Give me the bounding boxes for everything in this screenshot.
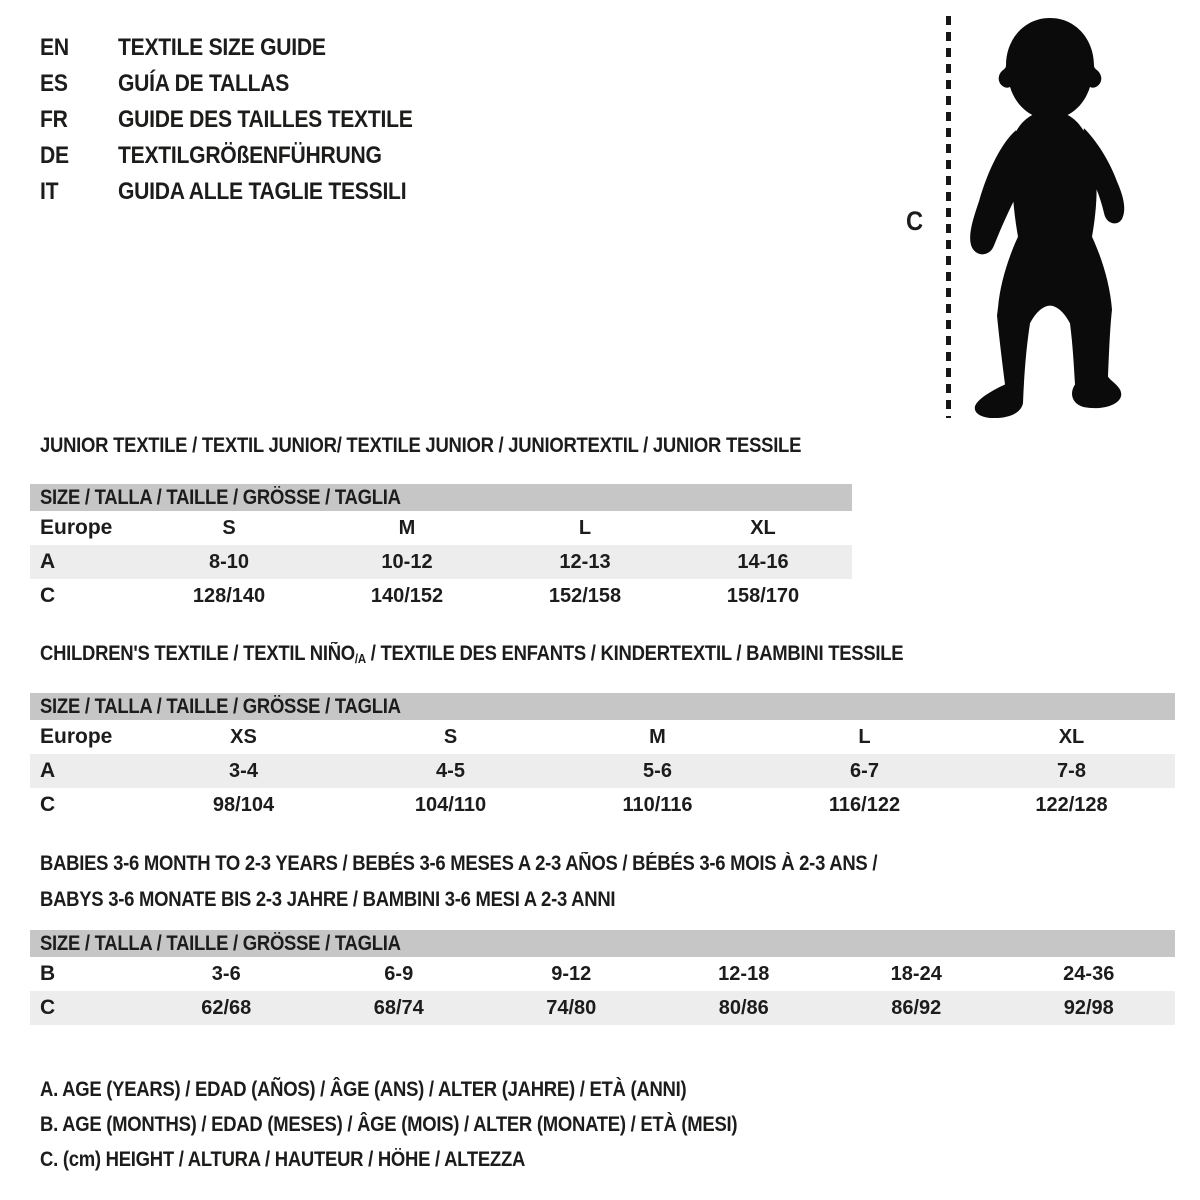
row-label: C [40, 584, 56, 607]
size-cell: S [443, 725, 458, 748]
row-label: A [40, 550, 56, 573]
children-heading-sub: /A [354, 651, 366, 666]
size-cell: 74/80 [546, 996, 597, 1019]
table-row-c [30, 991, 1175, 1025]
size-cell: 5-6 [643, 759, 672, 782]
language-title-block [40, 30, 453, 210]
size-cell: 12-18 [718, 962, 770, 985]
size-cell: 158/170 [726, 584, 800, 607]
size-cell: 12-13 [559, 550, 611, 573]
measurement-legend [40, 1072, 832, 1177]
toddler-silhouette-icon [962, 14, 1152, 418]
language-code: DE [40, 142, 69, 169]
legend-text-c: C. (cm) HEIGHT / ALTURA / HAUTEUR / HÖHE / ALTEZZA [40, 1147, 526, 1171]
babies-section-heading [40, 846, 991, 918]
row-label: B [40, 962, 56, 985]
size-cell: 128/140 [192, 584, 266, 607]
legend-text-a: A. AGE (YEARS) / EDAD (AÑOS) / ÂGE (ANS) / ALTER (JAHRE) / ETÀ (ANNI) [40, 1077, 687, 1101]
size-cell: 92/98 [1063, 996, 1114, 1019]
language-title: GUIDA ALLE TAGLIE TESSILI [118, 178, 407, 205]
children-heading-suffix: / TEXTILE DES ENFANTS / KINDERTEXTIL / BAMBINI TESSILE [365, 642, 904, 665]
size-cell: XL [750, 516, 776, 539]
size-cell: 110/116 [622, 793, 693, 816]
language-row [40, 66, 453, 102]
size-cell: 68/74 [373, 996, 424, 1019]
table-row-europe [30, 511, 852, 545]
size-cell: S [222, 516, 236, 539]
junior-heading-text: JUNIOR TEXTILE / TEXTIL JUNIOR/ TEXTILE JUNIOR / JUNIORTEXTIL / JUNIOR TESSILE [40, 434, 802, 457]
size-cell: 8-10 [208, 550, 250, 573]
size-cell: 98/104 [212, 793, 275, 816]
table-row-c [30, 788, 1175, 822]
size-cell: 140/152 [370, 584, 444, 607]
table-row-b [30, 957, 1175, 991]
size-cell: 18-24 [890, 962, 942, 985]
language-row [40, 174, 453, 210]
size-cell: 7-8 [1057, 759, 1086, 782]
table-row-a [30, 545, 852, 579]
size-header-label: SIZE / TALLA / TAILLE / GRÖSSE / TAGLIA [40, 931, 401, 955]
size-cell: 122/128 [1035, 793, 1108, 816]
size-cell: 6-9 [384, 962, 414, 985]
size-header-bar [30, 930, 1175, 957]
language-code: IT [40, 178, 59, 205]
height-measure-dashed-line [946, 16, 951, 418]
legend-line-a [40, 1072, 832, 1107]
size-header-label: SIZE / TALLA / TAILLE / GRÖSSE / TAGLIA [40, 694, 401, 718]
size-cell: M [649, 725, 666, 748]
language-title: TEXTILGRÖßENFÜHRUNG [118, 142, 382, 169]
language-title: TEXTILE SIZE GUIDE [118, 34, 326, 61]
size-header-label: SIZE / TALLA / TAILLE / GRÖSSE / TAGLIA [40, 485, 401, 509]
size-cell: 152/158 [548, 584, 622, 607]
size-cell: L [578, 516, 592, 539]
size-cell: L [858, 725, 871, 748]
size-cell: 3-4 [229, 759, 258, 782]
row-label: C [40, 793, 56, 816]
size-cell: 24-36 [1063, 962, 1115, 985]
row-label: Europe [40, 516, 113, 539]
children-heading-text [40, 642, 903, 666]
language-title: GUÍA DE TALLAS [118, 70, 290, 97]
size-cell: 104/110 [414, 793, 487, 816]
size-cell: 9-12 [551, 962, 592, 985]
legend-text-b: B. AGE (MONTHS) / EDAD (MESES) / ÂGE (MOIS) / ALTER (MONATE) / ETÀ (MESI) [40, 1112, 738, 1136]
row-label: Europe [40, 725, 113, 748]
size-cell: 10-12 [381, 550, 433, 573]
children-section-heading [40, 642, 1021, 666]
size-cell: 80/86 [718, 996, 769, 1019]
language-code: ES [40, 70, 68, 97]
language-code: FR [40, 106, 68, 133]
table-row-c [30, 579, 852, 613]
language-row [40, 138, 453, 174]
language-row [40, 102, 453, 138]
size-cell: 116/122 [828, 793, 901, 816]
size-cell: 14-16 [737, 550, 789, 573]
row-label: C [40, 996, 56, 1019]
junior-section-heading [40, 434, 905, 458]
table-row-a [30, 754, 1175, 788]
legend-line-b [40, 1107, 832, 1142]
legend-line-c [40, 1142, 832, 1177]
junior-size-table [30, 484, 852, 613]
table-row-europe [30, 720, 1175, 754]
size-cell: 3-6 [211, 962, 241, 985]
size-cell: XL [1058, 725, 1085, 748]
size-cell: 86/92 [891, 996, 942, 1019]
size-cell: M [398, 516, 416, 539]
language-code: EN [40, 34, 69, 61]
size-cell: 62/68 [201, 996, 252, 1019]
babies-heading-line1: BABIES 3-6 MONTH TO 2-3 YEARS / BEBÉS 3-6 MESES A 2-3 AÑOS / BÉBÉS 3-6 MOIS À 2-3 ANS / [40, 852, 878, 875]
height-measure-label: C [906, 206, 923, 236]
language-title: GUIDE DES TAILLES TEXTILE [118, 106, 413, 133]
children-heading-prefix: CHILDREN'S TEXTILE / TEXTIL NIÑO [40, 642, 355, 665]
size-header-bar [30, 693, 1175, 720]
size-cell: 6-7 [850, 759, 879, 782]
babies-heading-line2: BABYS 3-6 MONATE BIS 2-3 JAHRE / BAMBINI 3-6 MESI A 2-3 ANNI [40, 888, 616, 911]
children-size-table [30, 693, 1175, 822]
language-row [40, 30, 453, 66]
size-header-bar [30, 484, 852, 511]
size-cell: XS [230, 725, 257, 748]
row-label: A [40, 759, 56, 782]
babies-size-table [30, 930, 1175, 1025]
size-cell: 4-5 [436, 759, 465, 782]
